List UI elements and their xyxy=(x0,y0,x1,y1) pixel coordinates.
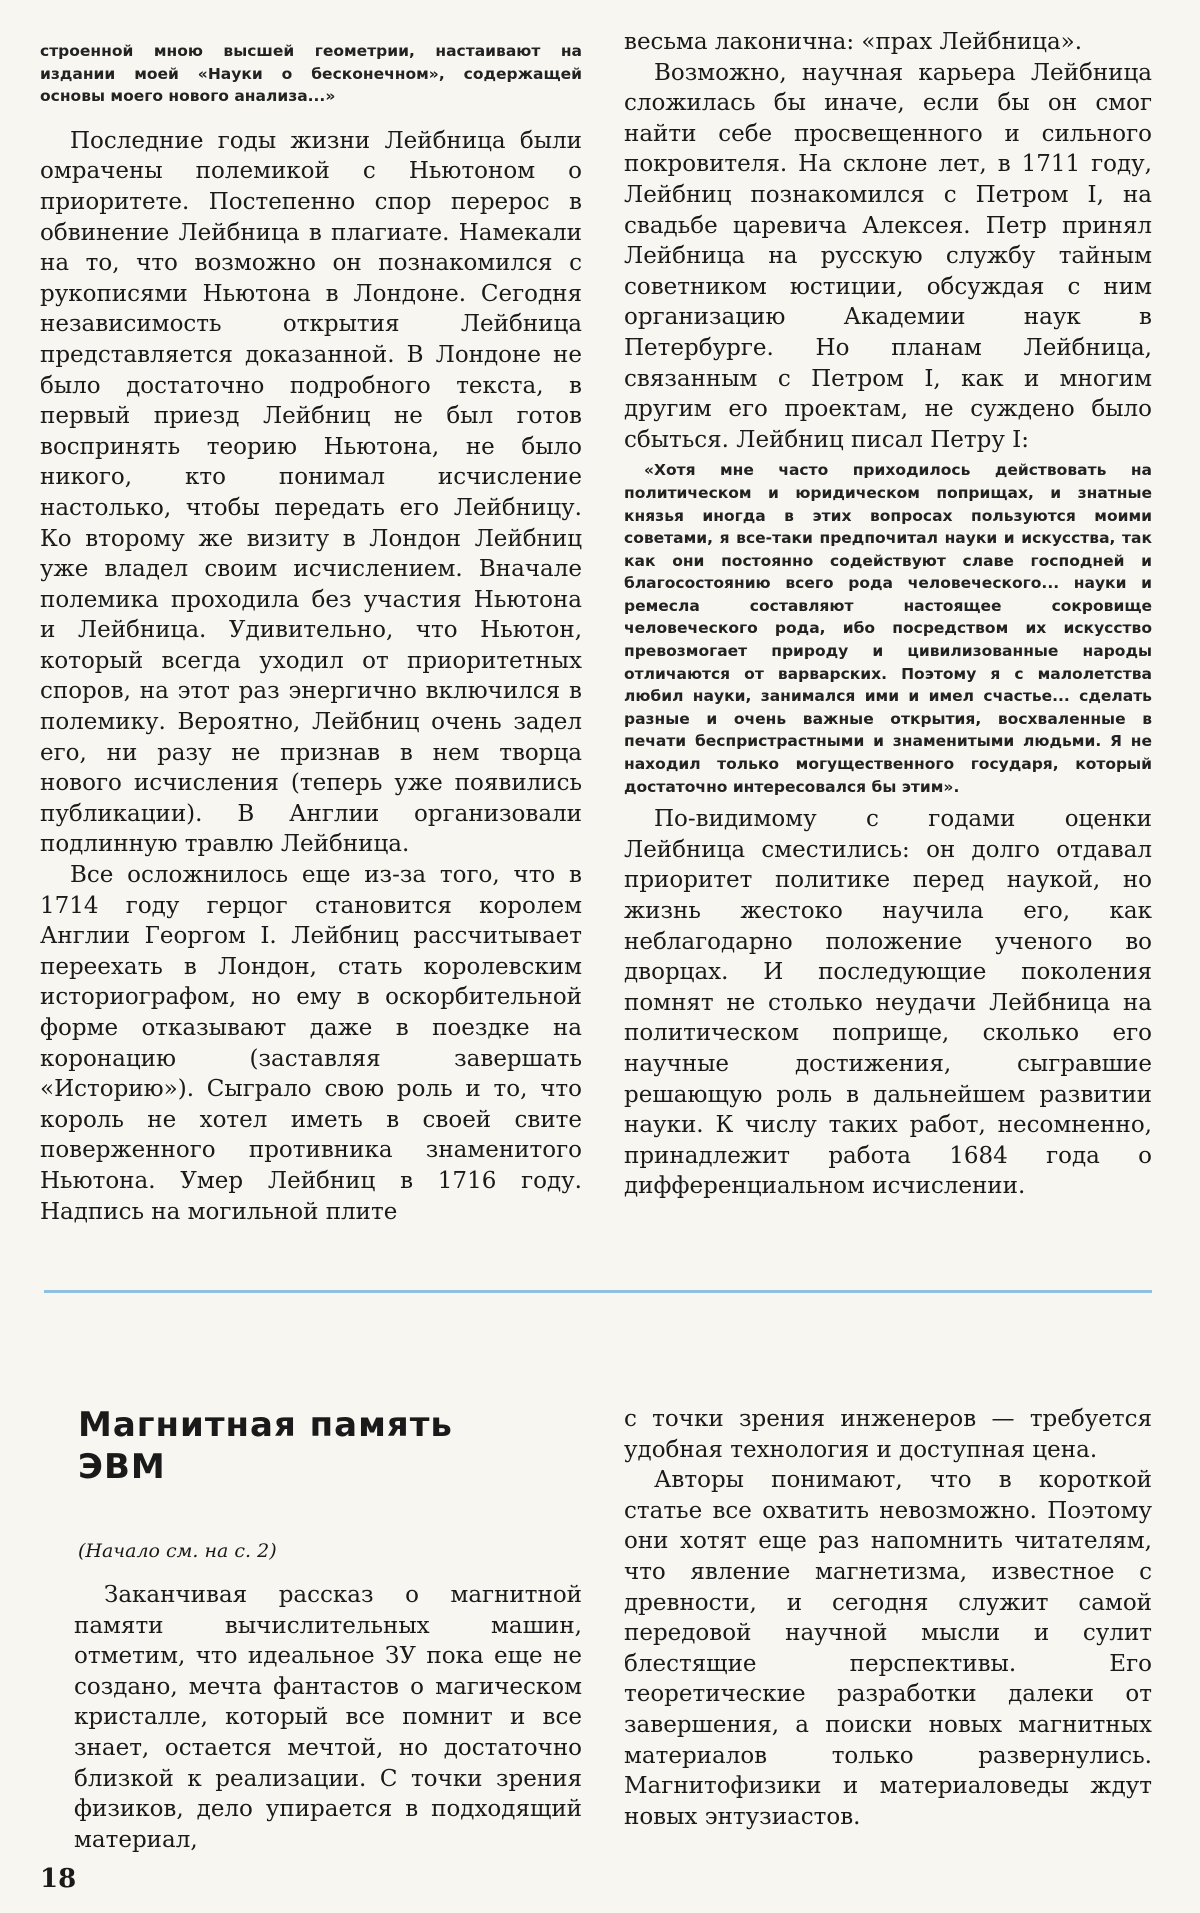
paragraph-legacy: По-видимому с годами оценки Лейбница сместились: он долго отдавал приоритет политике перед наукой, но жизнь жестоко научила его, как неблагодарно положение ученого во дворцах. И последующие поколения помнят не столько неудачи Лейбница на политическом поприще, сколько его научные достижения, сыгравшие решающую роль в дальнейшем развитии науки. К числу таких работ, несомненно, принадлежит работа 1684 года о дифференциальном исчислении. xyxy=(624,806,1152,1200)
article-title: Магнитная память ЭВМ xyxy=(78,1405,453,1487)
continued-note: (Начало см. на с. 2) xyxy=(78,1540,277,1562)
quote-continuation: строенной мною высшей геометрии, настаивают на издании моей «Науки о бесконечном», содержащей основы моего нового анализа...» xyxy=(40,42,582,106)
quote-letter-to-peter: «Хотя мне часто приходилось действовать на политическом и юридическом поприщах, и знатные князья иногда в этих вопросах пользуются моими советами, я все-таки предпочитал науки и искусства, так как они постоянно содействуют славе господней и благосостоянию всего рода человеческого... науки и ремесла составляют настоящее сокровище человеческого рода, ибо посредством их искусство превозмогает природу и цивилизованные народы отличаются от варварских. Поэтому я с малолетства любил науки, занимался ими и имел счастье... сделать разные и очень важные открытия, восхваленные в печати беспристрастными и знаменитыми людьми. Я не находил только могущественного государя, который достаточно интересовался бы этим». xyxy=(624,461,1152,796)
page-number: 18 xyxy=(40,1864,77,1894)
paragraph-peter-i: Возможно, научная карьера Лейбница сложилась бы иначе, если бы он смог найти себе просвещенного и сильного покровителя. На склоне лет, в 1711 году, Лейбниц познакомился с Петром I, на свадьбе царевича Алексея. Петр принял Лейбница на русскую службу тайным советником юстиции, обсуждая с ним организацию Академии наук в Петербурге. Но планам Лейбница, связанным с Петром I, как и многим другим его проектам, не суждено было сбыться. Лейбниц писал Петру I: xyxy=(624,59,1152,453)
paragraph-priority-dispute: Последние годы жизни Лейбница были омрачены полемикой с Ньютоном о приоритете. Постепенно спор перерос в обвинение Лейбница в плагиате. Намекали на то, что возможно он познакомился с рукописями Ньютона в Лондоне. Сегодня независимость открытия Лейбница представляется доказанной. В Лондоне не было достаточно подробного текста, в первый приезд Лейбниц не был готов воспринять теорию Ньютона, не было никого, кто понимал исчисление настолько, чтобы передать его Лейбницу. Ко второму же визиту в Лондон Лейбниц уже владел своим исчислением. Вначале полемика проходила без участия Ньютона и Лейбница. Удивительно, что Ньютон, который всегда уходил от приоритетных споров, на этот раз энергично включился в полемику. Вероятно, Лейбниц очень задел его, ни разу не признав в нем творца нового исчисления (теперь уже появились публикации). В Англии организовали подлинную травлю Лейбница. xyxy=(40,127,582,858)
paragraph-george-i: Все осложнилось еще из-за того, что в 1714 году герцог становится королем Англии Георгом I. Лейбниц рассчитывает переехать в Лондон, стать королевским историографом, но ему в оскорбительной форме отказывают даже в поездке на коронацию (заставляя завершать «Историю»). Сыграло свою роль и то, что король не хотел иметь в своей свите поверженного противника знаменитого Ньютона. Умер Лейбниц в 1716 году. Надпись на могильной плите xyxy=(40,862,582,1225)
paragraph-epitaph: весьма лаконична: «прах Лейбница». xyxy=(624,29,1083,55)
paragraph-authors: Авторы понимают, что в короткой статье все охватить невозможно. Поэтому они хотят еще раз напомнить читателям, что явление магнетизма, известное с древности, и сегодня служит самой передовой научной мысли и сулит блестящие перспективы. Его теоретические разработки далеки от завершения, а поиски новых магнитных материалов только развернулись. Магнитофизики и материаловеды ждут новых энтузиастов. xyxy=(624,1467,1152,1830)
paragraph-ideal-memory: Заканчивая рассказ о магнитной памяти вычислительных машин, отметим, что идеальное ЗУ пока еще не создано, мечта фантастов о магическом кристалле, который все помнит и все знает, остается мечтой, но достаточно близкой к реализации. С точки зрения физиков, дело упирается в подходящий материал, xyxy=(74,1582,582,1853)
section-divider xyxy=(44,1290,1152,1293)
right-column-top xyxy=(624,27,1152,1202)
left-column-bottom xyxy=(74,1580,582,1855)
left-column-top xyxy=(40,40,582,1227)
right-column-bottom xyxy=(624,1404,1152,1832)
paragraph-engineers: с точки зрения инженеров — требуется удобная технология и доступная цена. xyxy=(624,1406,1152,1463)
